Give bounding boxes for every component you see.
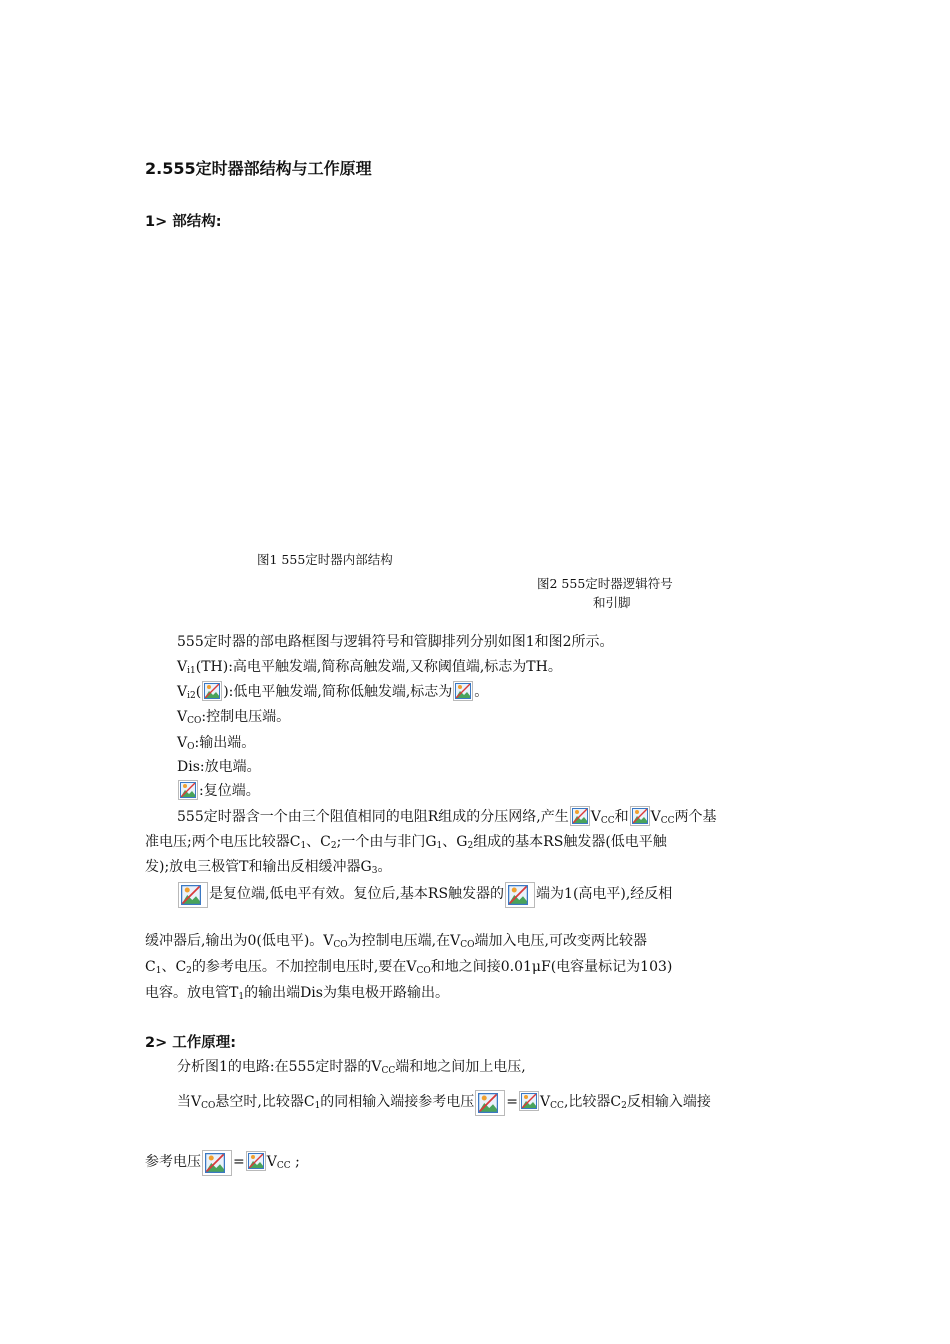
paragraph-1-line1: 555定时器含一个由三个阻值相同的电阻R组成的分压网络,产生 $V_{CC}$和 $V_{CC}$两个基 [177, 806, 717, 831]
broken-image-icon [475, 1090, 505, 1116]
paragraph-2-line1: 是复位端,低电平有效。复位后,基本RS触发器的 端为1(高电平),经反相 [177, 882, 672, 908]
broken-image-icon [570, 806, 590, 826]
paragraph-2-line2: 缓冲器后,输出为0(低电平)。$V_{CO}$为控制电压端,在$V_{CO}$端加入电压,可改变两比较器 [145, 933, 647, 950]
broken-image-icon [505, 882, 535, 908]
dis-definition: Dis:放电端。 [177, 759, 261, 775]
figure-1-caption: 图1 555定时器内部结构 [257, 552, 393, 567]
section-1-title: 1> 部结构: [145, 214, 222, 230]
reset-definition: :复位端。 [177, 780, 260, 801]
paragraph-2-line4: 电容。放电管$T_1$的输出端Dis为集电极开路输出。 [145, 985, 449, 1002]
broken-image-icon [630, 806, 650, 826]
principle-line1: 分析图1的电路:在555定时器的$V_{CC}$端和地之间加上电压, [177, 1059, 526, 1076]
broken-image-icon [202, 1150, 232, 1176]
figure-2-caption-line2: 和引脚 [593, 595, 631, 610]
vi2-definition: $V_{i2}$( ):低电平触发端,简称低触发端,标志为 。 [177, 681, 488, 706]
vco-definition: $V_{CO}$:控制电压端。 [177, 709, 291, 726]
intro-paragraph: 555定时器的部电路框图与逻辑符号和管脚排列分别如图1和图2所示。 [177, 634, 614, 650]
paragraph-2-line3: $C_1$、$C_2$的参考电压。不加控制电压时,要在$V_{CO}$和地之间接0.01μF(电容量标记为103) [145, 959, 673, 976]
principle-line3: 参考电压 = $V_{CC}$ ; [145, 1150, 300, 1176]
broken-image-icon [453, 681, 473, 701]
broken-image-icon [202, 681, 222, 701]
principle-line2: 当$V_{CO}$悬空时,比较器$C_1$的同相输入端接参考电压 = $V_{CC}$,比较器$C_2$反相输入端接 [177, 1090, 711, 1116]
broken-image-icon [519, 1091, 539, 1111]
broken-image-icon [178, 780, 198, 800]
paragraph-1-line3: 发);放电三极管T和输出反相缓冲器$G_3$。 [145, 859, 392, 876]
paragraph-1-line2: 准电压;两个电压比较器$C_1$、$C_2$;一个由与非门$G_1$、$G_2$组成的基本RS触发器(低电平触 [145, 834, 667, 851]
broken-image-icon [246, 1151, 266, 1171]
figure-2-caption-line1: 图2 555定时器逻辑符号 [537, 576, 673, 591]
page-title: 2.555定时器部结构与工作原理 [145, 159, 372, 178]
broken-image-icon [178, 882, 208, 908]
vi1-definition: $V_{i1}(TH)$:高电平触发端,简称高触发端,又称阈值端,标志为TH。 [177, 659, 562, 676]
section-2-title: 2> 工作原理: [145, 1035, 237, 1051]
vo-definition: $V_O$:输出端。 [177, 735, 256, 752]
